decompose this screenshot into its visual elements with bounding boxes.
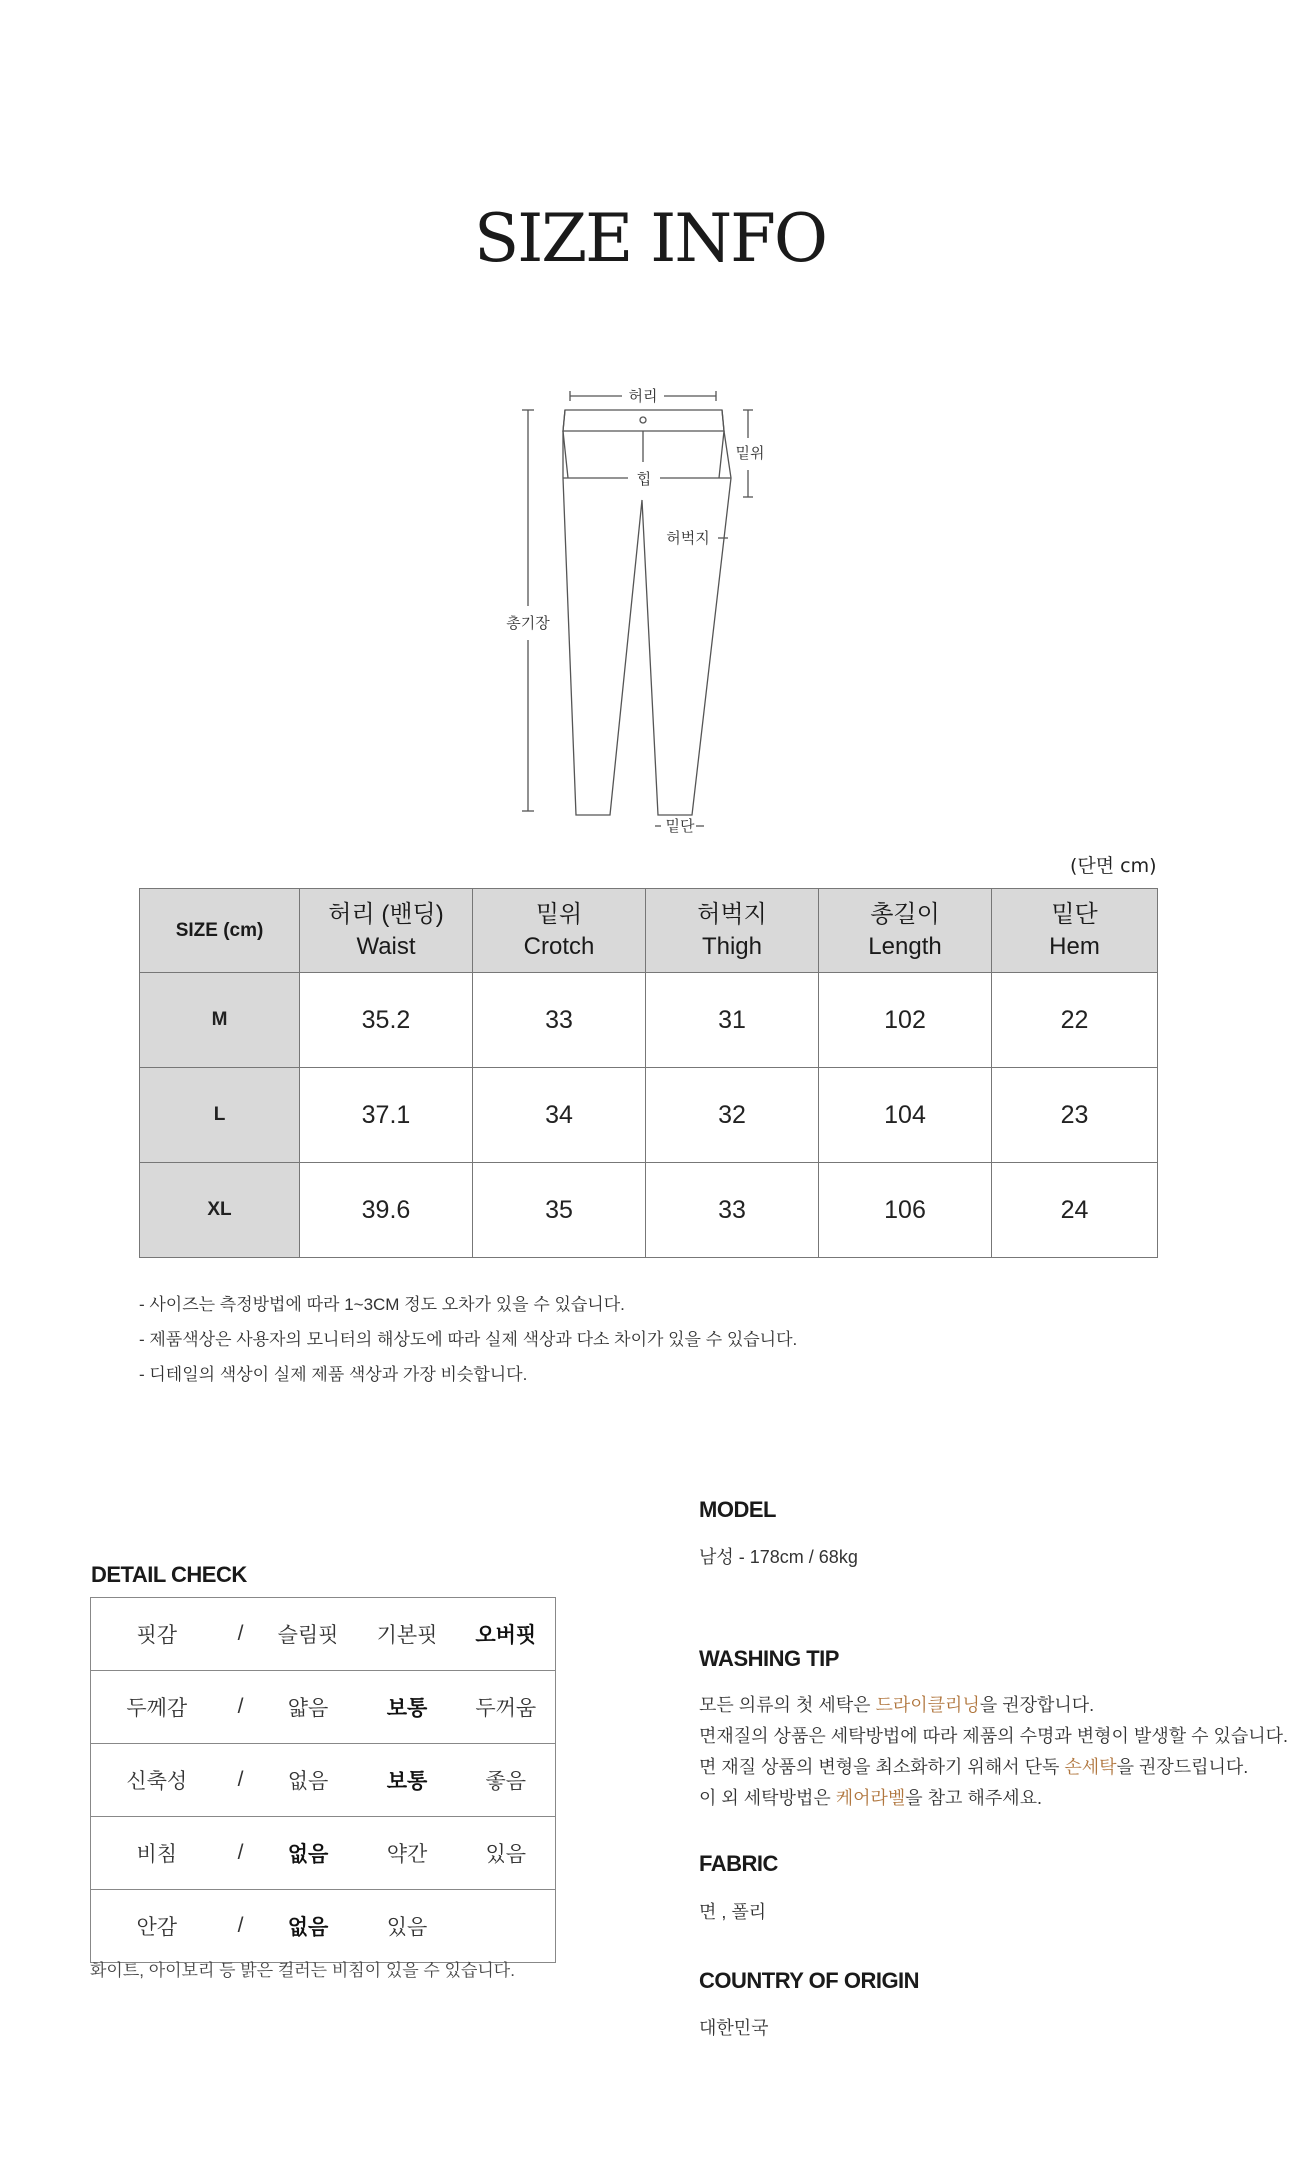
detail-check-row — [91, 1671, 556, 1744]
table-cell: 24 — [992, 1163, 1158, 1258]
unit-label: (단면 cm) — [1070, 855, 1157, 877]
header-waist: 허리 (밴딩) Waist — [300, 889, 473, 973]
detail-option: 없음 — [259, 1817, 358, 1890]
header-hem: 밑단 Hem — [992, 889, 1158, 973]
detail-separator: / — [223, 1890, 259, 1963]
origin-text: 대한민국 — [699, 2018, 769, 2038]
detail-option: 두꺼움 — [457, 1671, 556, 1744]
detail-option: 기본핏 — [358, 1598, 457, 1671]
detail-check-row — [91, 1744, 556, 1817]
table-cell: 33 — [473, 973, 646, 1068]
table-cell: 106 — [819, 1163, 992, 1258]
detail-check-row — [91, 1598, 556, 1671]
table-cell: 23 — [992, 1068, 1158, 1163]
diagram-label-hem: 밑단 — [665, 817, 695, 835]
pants-measurement-diagram — [480, 380, 820, 850]
detail-check-heading: DETAIL CHECK — [91, 1562, 247, 1587]
washing-line: 면재질의 상품은 세탁방법에 따라 제품의 수명과 변형이 발생할 수 있습니다. — [699, 1726, 1289, 1746]
table-cell: 32 — [646, 1068, 819, 1163]
detail-option: 없음 — [259, 1890, 358, 1963]
header-crotch: 밑위 Crotch — [473, 889, 646, 973]
fabric-heading: FABRIC — [699, 1851, 778, 1876]
washing-tip-heading: WASHING TIP — [699, 1646, 839, 1671]
detail-label: 비침 — [91, 1817, 223, 1890]
model-heading: MODEL — [699, 1497, 776, 1522]
detail-label: 핏감 — [91, 1598, 223, 1671]
header-size: SIZE (cm) — [140, 889, 300, 973]
detail-option: 오버핏 — [457, 1598, 556, 1671]
table-cell: 102 — [819, 973, 992, 1068]
detail-option: 보통 — [358, 1744, 457, 1817]
note-line: - 디테일의 색상이 실제 제품 색상과 가장 비슷합니다. — [139, 1365, 528, 1384]
table-cell: 22 — [992, 973, 1158, 1068]
detail-check-row — [91, 1817, 556, 1890]
diagram-label-rise: 밑위 — [735, 444, 765, 462]
size-cell: XL — [140, 1163, 300, 1258]
detail-option — [457, 1890, 556, 1963]
pants-waistband — [563, 410, 724, 431]
diagram-label-hip: 힙 — [636, 470, 652, 488]
detail-option: 좋음 — [457, 1744, 556, 1817]
diagram-label-total-length: 총기장 — [506, 614, 550, 632]
note-line: - 제품색상은 사용자의 모니터의 해상도에 따라 실제 색상과 다소 차이가 있을 수 있습니다. — [139, 1330, 798, 1349]
detail-option: 있음 — [457, 1817, 556, 1890]
washing-line: 면 재질 상품의 변형을 최소화하기 위해서 단독 손세탁을 권장드립니다. — [699, 1757, 1249, 1777]
table-cell: 35 — [473, 1163, 646, 1258]
table-cell: 37.1 — [300, 1068, 473, 1163]
table-row — [140, 1163, 1158, 1258]
detail-check-table — [90, 1597, 556, 1963]
detail-check-note: 화이트, 아이보리 등 밝은 컬러는 비침이 있을 수 있습니다. — [90, 1961, 515, 1980]
washing-line: 모든 의류의 첫 세탁은 드라이클리닝을 권장합니다. — [699, 1695, 1095, 1715]
model-text: 남성 - 178cm / 68kg — [699, 1547, 858, 1567]
detail-label: 안감 — [91, 1890, 223, 1963]
washing-highlight: 케어라벨 — [835, 1788, 906, 1808]
table-cell: 31 — [646, 973, 819, 1068]
detail-separator: / — [223, 1671, 259, 1744]
table-cell: 34 — [473, 1068, 646, 1163]
detail-option: 얇음 — [259, 1671, 358, 1744]
detail-check-row — [91, 1890, 556, 1963]
washing-highlight: 드라이클리닝 — [875, 1695, 980, 1715]
detail-option: 슬림핏 — [259, 1598, 358, 1671]
table-row — [140, 973, 1158, 1068]
detail-label: 신축성 — [91, 1744, 223, 1817]
table-cell: 39.6 — [300, 1163, 473, 1258]
size-table-header-row — [140, 889, 1158, 973]
detail-option: 약간 — [358, 1817, 457, 1890]
note-line: - 사이즈는 측정방법에 따라 1~3CM 정도 오차가 있을 수 있습니다. — [139, 1295, 625, 1314]
detail-option: 없음 — [259, 1744, 358, 1817]
diagram-label-thigh: 허벅지 — [666, 529, 710, 547]
detail-separator: / — [223, 1598, 259, 1671]
page-title: SIZE INFO — [473, 200, 827, 277]
origin-heading: COUNTRY OF ORIGIN — [699, 1968, 920, 1993]
table-row — [140, 1068, 1158, 1163]
washing-highlight: 손세탁 — [1064, 1757, 1117, 1777]
size-cell: M — [140, 973, 300, 1068]
table-cell: 104 — [819, 1068, 992, 1163]
detail-option: 있음 — [358, 1890, 457, 1963]
detail-separator: / — [223, 1744, 259, 1817]
table-cell: 33 — [646, 1163, 819, 1258]
fabric-text: 면 , 폴리 — [699, 1902, 767, 1922]
detail-label: 두께감 — [91, 1671, 223, 1744]
header-length: 총길이 Length — [819, 889, 992, 973]
washing-line: 이 외 세탁방법은 케어라벨을 참고 해주세요. — [699, 1788, 1042, 1808]
size-cell: L — [140, 1068, 300, 1163]
table-cell: 35.2 — [300, 973, 473, 1068]
header-thigh: 허벅지 Thigh — [646, 889, 819, 973]
detail-separator: / — [223, 1817, 259, 1890]
detail-option: 보통 — [358, 1671, 457, 1744]
size-table — [139, 888, 1158, 1258]
diagram-label-waist: 허리 — [628, 387, 658, 405]
